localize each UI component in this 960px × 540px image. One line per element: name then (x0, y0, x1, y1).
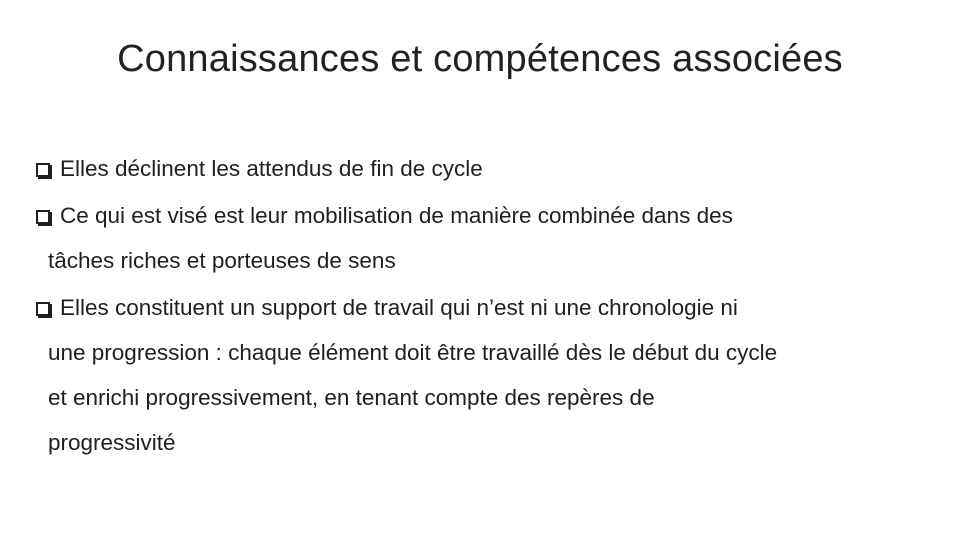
bullet-item (36, 146, 926, 191)
bullet-text: Elles constituent un support de travail qui n’est ni une chronologie ni (60, 295, 738, 320)
bullet-text: Elles déclinent les attendus de fin de cycle (60, 156, 483, 181)
checkbox-square-icon (36, 302, 50, 316)
bullet-list (36, 146, 926, 467)
bullet-continuation-line: une progression : chaque élément doit être travaillé dès le début du cycle (48, 340, 778, 365)
bullet-continuation-line: et enrichi progressivement, en tenant compte des repères de (48, 385, 655, 410)
slide-title: Connaissances et compétences associées (117, 38, 843, 80)
bullet-first-line (36, 193, 926, 238)
bullet-item (36, 193, 926, 283)
bullet-item (36, 285, 926, 465)
checkbox-square-icon (36, 163, 50, 177)
bullet-text: Ce qui est visé est leur mobilisation de manière combinée dans des (60, 203, 733, 228)
bullet-continuation-line: tâches riches et porteuses de sens (48, 248, 396, 273)
checkbox-square-icon (36, 210, 50, 224)
bullet-first-line (36, 285, 926, 330)
bullet-first-line (36, 146, 926, 191)
bullet-continuation-line: progressivité (48, 430, 176, 455)
